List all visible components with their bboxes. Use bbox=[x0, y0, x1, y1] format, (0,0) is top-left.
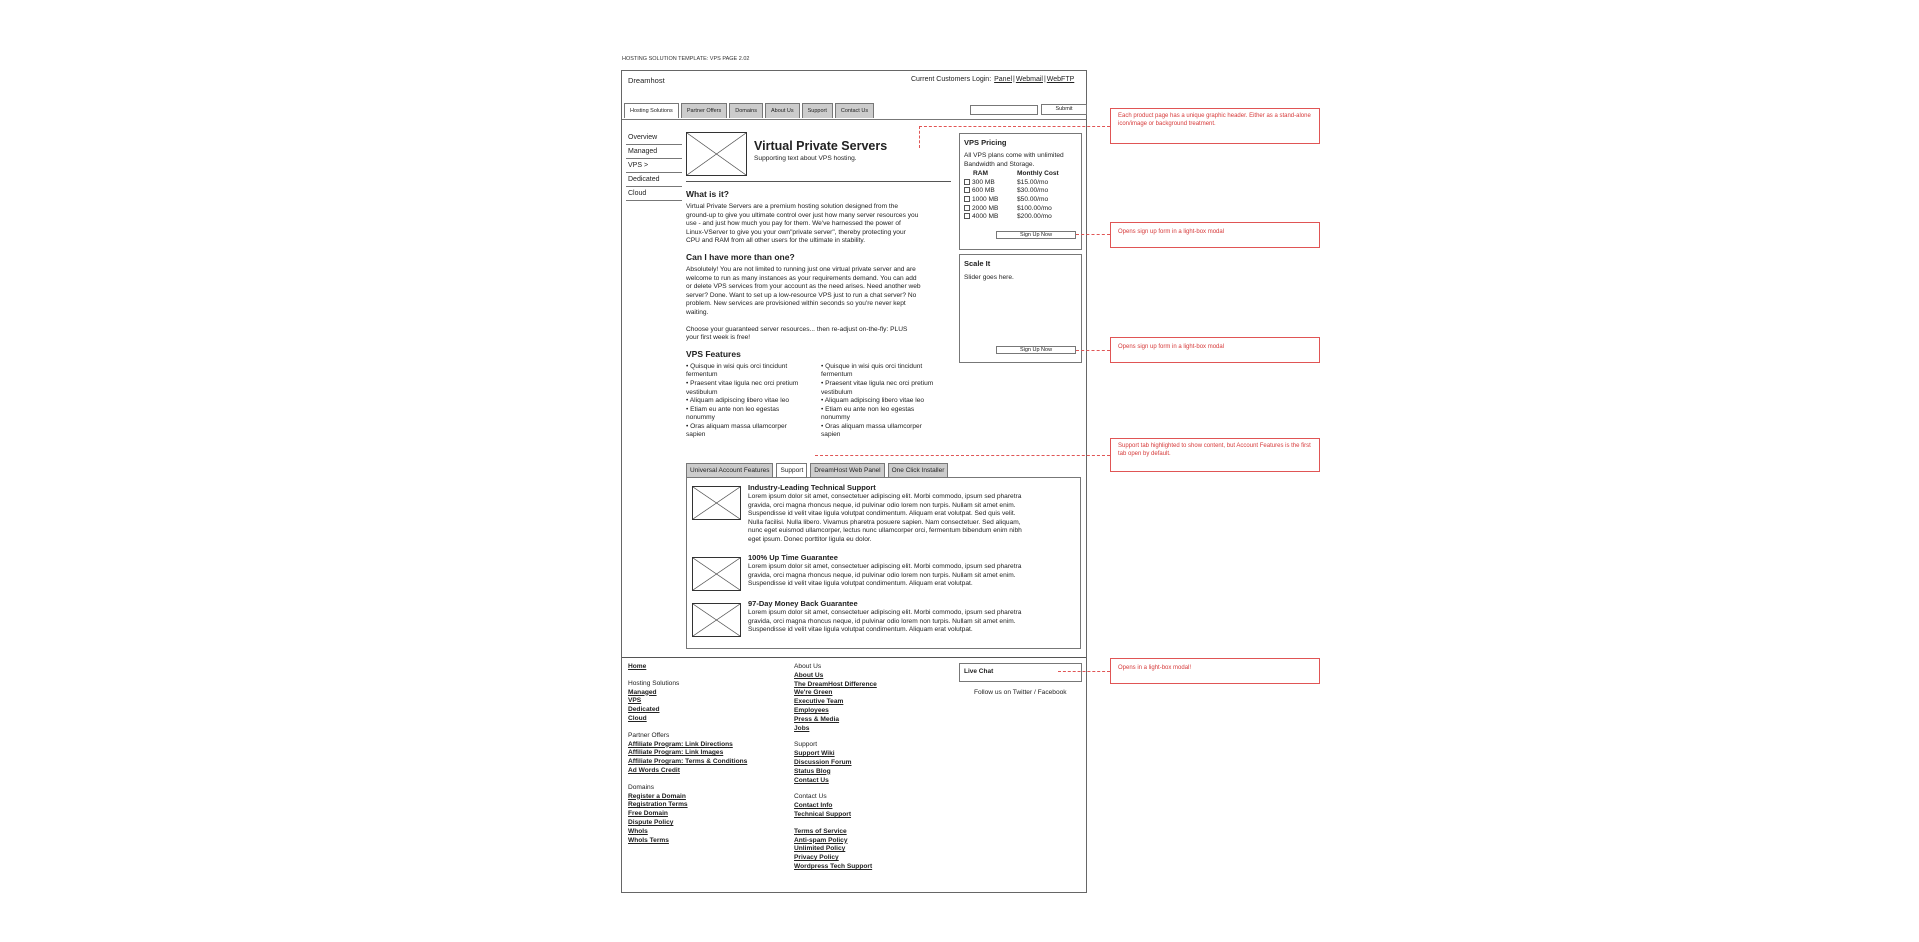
feature-item: • Praesent vitae ligula nec orci pretium bbox=[821, 379, 934, 387]
footer-home-link[interactable]: Home bbox=[628, 663, 647, 670]
text-line: Lorem ipsum dolor sit amet, consectetuer adipiscing elit. Morbi commodo, ipsum sed pharetra bbox=[748, 609, 1022, 616]
cost-column-header: Monthly Cost bbox=[1017, 170, 1059, 178]
footer-link[interactable]: VPS bbox=[628, 697, 642, 705]
webmail-link[interactable]: Webmail bbox=[1015, 76, 1043, 83]
feature-item: • Aliquam adipiscing libero vitae leo bbox=[686, 397, 790, 405]
text-line: gravida, orci magna rhoncus neque, id pulvinar odio lorem non turpis. Nullam sit amet enim. bbox=[748, 617, 1016, 625]
annotation-scale-signup: Opens sign up form in a light-box modal bbox=[1110, 337, 1320, 363]
footer-link[interactable]: Contact Us bbox=[794, 776, 829, 784]
sidebar bbox=[626, 131, 682, 201]
feature-item: • Etiam eu ante non leo egestas bbox=[686, 405, 780, 413]
support-item-title: Industry-Leading Technical Support bbox=[748, 483, 876, 492]
text-line: Bandwidth and Storage. bbox=[964, 160, 1035, 168]
footer-col-2 bbox=[794, 663, 877, 872]
footer-divider bbox=[622, 657, 1086, 658]
footer-link[interactable]: Affiliate Program: Link Images bbox=[628, 749, 724, 757]
footer-group-label: About Us bbox=[794, 663, 822, 670]
feature-item: vestibulum bbox=[686, 388, 718, 396]
feature-item: vestibulum bbox=[821, 388, 853, 396]
feature-item: sapien bbox=[821, 431, 841, 439]
cost-value: $15.00/mo bbox=[1017, 178, 1049, 186]
cost-value: $100.00/mo bbox=[1017, 204, 1052, 212]
cost-value: $50.00/mo bbox=[1017, 195, 1049, 203]
ram-value: 2000 MB bbox=[972, 204, 999, 212]
login-prefix: Current Customers Login: bbox=[911, 76, 992, 83]
footer-link[interactable]: Contact Info bbox=[794, 802, 833, 810]
tab-partner-offers[interactable]: Partner Offers bbox=[681, 103, 727, 118]
footer-link[interactable]: Executive Team bbox=[794, 698, 844, 706]
support-item bbox=[748, 483, 1078, 545]
footer-link[interactable]: Free Domain bbox=[628, 810, 668, 818]
tab-hosting-solutions[interactable]: Hosting Solutions bbox=[624, 103, 679, 118]
footer-link[interactable]: Employees bbox=[794, 706, 829, 714]
footer-link[interactable]: Jobs bbox=[794, 724, 810, 732]
text-line: eget ipsum. Donec porttitor ligula eu dolor. bbox=[748, 535, 872, 543]
text-line: Suspendisse id velit vitae ligula volutpat condimentum. Aliquam erat volutpat. bbox=[748, 626, 973, 634]
feature-item: fermentum bbox=[686, 371, 718, 379]
annotation-support-tab: Support tab highlighted to show content, but Account Features is the first tab open by default. bbox=[1110, 438, 1320, 472]
main-content bbox=[686, 189, 958, 440]
pricing-title: VPS Pricing bbox=[964, 138, 1007, 147]
main-nav bbox=[624, 103, 874, 118]
plan-checkbox[interactable] bbox=[964, 187, 970, 193]
support-item-title: 100% Up Time Guarantee bbox=[748, 553, 838, 562]
text-line: welcome to run as many instances as your requirements demand. You can add bbox=[686, 274, 917, 282]
separator: | bbox=[1013, 76, 1015, 83]
pricing-desc bbox=[964, 152, 1077, 169]
text-line: use - and just how much you pay for them. We've harnessed the power of bbox=[686, 220, 901, 228]
text-line: Absolutely! You are not limited to running just one virtual private server and are bbox=[686, 265, 916, 273]
slider-placeholder[interactable]: Slider goes here. bbox=[964, 274, 1014, 281]
feature-item: nonummy bbox=[686, 414, 715, 422]
footer-link[interactable]: Ad Words Credit bbox=[628, 766, 680, 774]
sidebar-item-cloud[interactable]: Cloud bbox=[626, 187, 682, 201]
footer-link[interactable]: Dispute Policy bbox=[628, 818, 674, 826]
footer-link[interactable]: Affiliate Program: Link Directions bbox=[628, 740, 733, 748]
support-item-text bbox=[748, 493, 1078, 545]
feature-item: fermentum bbox=[821, 371, 853, 379]
footer-link[interactable]: Unlimited Policy bbox=[794, 845, 846, 853]
tab-universal-account-features[interactable]: Universal Account Features bbox=[686, 463, 773, 478]
footer-link[interactable]: Affiliate Program: Terms & Conditions bbox=[628, 758, 748, 766]
feature-item: sapien bbox=[686, 431, 706, 439]
search-input[interactable] bbox=[970, 105, 1038, 115]
footer-link[interactable]: Wordpress Tech Support bbox=[794, 862, 873, 870]
footer-group-label: Contact Us bbox=[794, 793, 827, 801]
feature-item: nonummy bbox=[821, 414, 850, 422]
support-item bbox=[748, 599, 1078, 635]
submit-button[interactable]: Submit bbox=[1041, 104, 1087, 115]
hero-image-placeholder bbox=[686, 132, 747, 176]
support-item-title: 97-Day Money Back Guarantee bbox=[748, 599, 858, 608]
text-line: CPU and RAM from all other users for the ultimate in stability. bbox=[686, 237, 866, 245]
text-line: Lorem ipsum dolor sit amet, consectetuer adipiscing elit. Morbi commodo, ipsum sed pharetra bbox=[748, 493, 1022, 500]
text-line: Linux-VServer to give you your own"private server", thereby protecting your bbox=[686, 228, 906, 236]
ram-value: 1000 MB bbox=[972, 195, 999, 203]
webftp-link[interactable]: WebFTP bbox=[1046, 76, 1075, 83]
features-list bbox=[686, 363, 958, 440]
tab-about-us[interactable]: About Us bbox=[765, 103, 800, 118]
tab-one-click-installer[interactable]: One Click Installer bbox=[888, 463, 949, 478]
sidebar-item-dedicated[interactable]: Dedicated bbox=[626, 173, 682, 187]
page-subtitle: Supporting text about VPS hosting. bbox=[754, 155, 857, 162]
text-line: your first week is free! bbox=[686, 334, 751, 342]
annotation-connector bbox=[919, 126, 920, 148]
tab-dreamhost-web-panel[interactable]: DreamHost Web Panel bbox=[810, 463, 884, 478]
footer-link[interactable]: Privacy Policy bbox=[794, 854, 839, 862]
plan-checkbox[interactable] bbox=[964, 196, 970, 202]
text-line: Suspendisse id velit vitae ligula volutpat condimentum. Aliquam erat volutpat. bbox=[748, 580, 973, 588]
text-line: server? Done. Want to set up a low-resource VPS just to run a chat server? No bbox=[686, 291, 917, 299]
feature-item: • Etiam eu ante non leo egestas bbox=[821, 405, 915, 413]
footer-link[interactable]: Press & Media bbox=[794, 715, 840, 723]
features-col-1 bbox=[686, 363, 821, 440]
footer-link[interactable]: Discussion Forum bbox=[794, 758, 852, 766]
sidebar-item-vps[interactable]: VPS > bbox=[626, 159, 682, 173]
pricing-row[interactable] bbox=[964, 196, 1077, 205]
text-line: nunc eget euismod ullamcorper, lectus nunc ullamcorper orci, fermentum bibendum enim nibh bbox=[748, 527, 1022, 535]
scale-title: Scale It bbox=[964, 259, 991, 268]
text-line: problem. New services are provisioned within seconds so you're never kept bbox=[686, 300, 906, 308]
follow-us: Follow us on Twitter / Facebook bbox=[974, 689, 1067, 696]
footer-link[interactable]: About Us bbox=[794, 671, 824, 679]
footer-link[interactable]: The DreamHost Difference bbox=[794, 680, 877, 688]
text-line: ground-up to give you ultimate control over just how many server resources you bbox=[686, 211, 919, 219]
support-item-text bbox=[748, 563, 1078, 589]
annotation-connector bbox=[1076, 350, 1110, 351]
document-title: HOSTING SOLUTION TEMPLATE: VPS PAGE 2.02 bbox=[622, 56, 750, 62]
footer-group-label: Support bbox=[794, 741, 818, 749]
ram-value: 300 MB bbox=[972, 178, 995, 186]
wireframe-page bbox=[621, 70, 1087, 893]
tab-support-content[interactable]: Support bbox=[776, 463, 807, 478]
features-col-2 bbox=[821, 363, 956, 440]
annotation-graphic-header: Each product page has a unique graphic header. Either as a stand-alone icon/image or background treatment. bbox=[1110, 108, 1320, 144]
annotation-connector bbox=[815, 455, 1110, 456]
footer-link[interactable]: We're Green bbox=[794, 689, 833, 697]
tab-contact-us[interactable]: Contact Us bbox=[835, 103, 874, 118]
support-image-placeholder bbox=[692, 486, 741, 520]
ram-value: 4000 MB bbox=[972, 213, 999, 221]
feature-item: • Aliquam adipiscing libero vitae leo bbox=[821, 397, 925, 405]
plan-checkbox[interactable] bbox=[964, 205, 970, 211]
footer-link[interactable]: Register a Domain bbox=[628, 792, 686, 800]
feature-item: • Oras aliquam massa ullamcorper bbox=[686, 422, 787, 430]
plan-checkbox[interactable] bbox=[964, 213, 970, 219]
tab-support[interactable]: Support bbox=[802, 103, 833, 118]
money-back-image-placeholder bbox=[692, 603, 741, 637]
feature-item: • Oras aliquam massa ullamcorper bbox=[821, 422, 922, 430]
section-heading-more: Can I have more than one? bbox=[686, 251, 795, 262]
annotation-pricing-signup: Opens sign up form in a light-box modal bbox=[1110, 222, 1320, 248]
separator: | bbox=[1043, 76, 1046, 83]
feature-item: • Quisque in wisi quis orci tincidunt bbox=[821, 362, 923, 370]
text-line: Choose your guaranteed server resources... then re-adjust on-the-fly: PLUS bbox=[686, 325, 908, 333]
tab-domains[interactable]: Domains bbox=[729, 103, 763, 118]
text-line: gravida, orci magna rhoncus neque, id pulvinar odio lorem non turpis. Nullam sit amet enim. bbox=[748, 571, 1016, 579]
footer-group-label: Hosting Solutions bbox=[628, 679, 680, 687]
footer-link[interactable]: Registration Terms bbox=[628, 801, 688, 809]
annotation-connector bbox=[1076, 234, 1110, 235]
ram-value: 600 MB bbox=[972, 187, 995, 195]
section-heading-what: What is it? bbox=[686, 189, 729, 199]
page-title: Virtual Private Servers bbox=[754, 139, 888, 153]
uptime-image-placeholder bbox=[692, 557, 741, 591]
footer-group-label: Partner Offers bbox=[628, 731, 670, 739]
live-chat-button[interactable]: Live Chat bbox=[959, 663, 1082, 682]
footer-link[interactable]: WhoIs Terms bbox=[628, 836, 669, 844]
text-line: Lorem ipsum dolor sit amet, consectetuer adipiscing elit. Morbi commodo, ipsum sed pharetra bbox=[748, 563, 1022, 570]
footer-link[interactable]: WhoIs bbox=[628, 827, 648, 835]
footer-link[interactable]: Support Wiki bbox=[794, 750, 835, 758]
customer-login bbox=[911, 76, 1075, 83]
annotation-connector bbox=[1058, 671, 1110, 672]
pricing-sign-up-button[interactable]: Sign Up Now bbox=[996, 231, 1076, 239]
pricing-row[interactable] bbox=[964, 213, 1077, 222]
footer-link[interactable]: Status Blog bbox=[794, 767, 831, 775]
scale-sign-up-button[interactable]: Sign Up Now bbox=[996, 346, 1076, 354]
features-heading: VPS Features bbox=[686, 348, 741, 359]
pricing-row[interactable] bbox=[964, 187, 1077, 196]
support-item bbox=[748, 553, 1078, 589]
footer-link[interactable]: Cloud bbox=[628, 714, 647, 722]
text-line: waiting. bbox=[686, 308, 709, 316]
cost-value: $30.00/mo bbox=[1017, 187, 1049, 195]
section-text-more bbox=[686, 266, 958, 343]
footer-link[interactable]: Terms of Service bbox=[794, 827, 847, 835]
pricing-row[interactable] bbox=[964, 205, 1077, 214]
product-tabs bbox=[686, 463, 948, 478]
section-text-what bbox=[686, 203, 958, 246]
footer-link[interactable]: Dedicated bbox=[628, 706, 660, 714]
brand-logo[interactable]: Dreamhost bbox=[628, 76, 665, 85]
plan-checkbox[interactable] bbox=[964, 179, 970, 185]
footer-col-1 bbox=[628, 663, 747, 845]
feature-item: • Quisque in wisi quis orci tincidunt bbox=[686, 362, 788, 370]
feature-item: • Praesent vitae ligula nec orci pretium bbox=[686, 379, 799, 387]
pricing-header bbox=[964, 170, 1077, 179]
pricing-rows bbox=[964, 179, 1077, 222]
text-line: Nulla facilisi. Nulla libero. Vivamus pharetra posuere sapien. Nam consectetuer. Sed aliquam, bbox=[748, 518, 1021, 526]
text-line: Suspendisse id velit vitae ligula volutpat condimentum. Aliquam erat volutpat. Sed quis velit. bbox=[748, 510, 1016, 518]
annotation-live-chat: Opens in a light-box modal! bbox=[1110, 658, 1320, 684]
annotation-connector bbox=[919, 126, 1110, 127]
nav-divider bbox=[622, 119, 1086, 120]
sidebar-item-managed[interactable]: Managed bbox=[626, 145, 682, 159]
footer-link[interactable]: Anti-spam Policy bbox=[794, 836, 848, 844]
cost-value: $200.00/mo bbox=[1017, 213, 1052, 221]
pricing-row[interactable] bbox=[964, 179, 1077, 188]
hero-divider bbox=[686, 181, 951, 182]
ram-column-header: RAM bbox=[973, 170, 989, 178]
text-line: All VPS plans come with unlimited bbox=[964, 152, 1064, 159]
support-item-text bbox=[748, 609, 1078, 635]
sidebar-item-overview[interactable]: Overview bbox=[626, 131, 682, 145]
footer-link[interactable]: Managed bbox=[628, 688, 657, 696]
footer-group-label: Domains bbox=[628, 783, 655, 791]
footer-link[interactable]: Technical Support bbox=[794, 810, 852, 818]
text-line: gravida, orci magna rhoncus neque, id pulvinar odio lorem non turpis. Nullam sit amet enim. bbox=[748, 501, 1016, 509]
panel-link[interactable]: Panel bbox=[994, 76, 1013, 83]
text-line: Virtual Private Servers are a premium hosting solution designed from the bbox=[686, 203, 899, 210]
text-line: or delete VPS services from your account as the need arises. Need another web bbox=[686, 283, 921, 291]
